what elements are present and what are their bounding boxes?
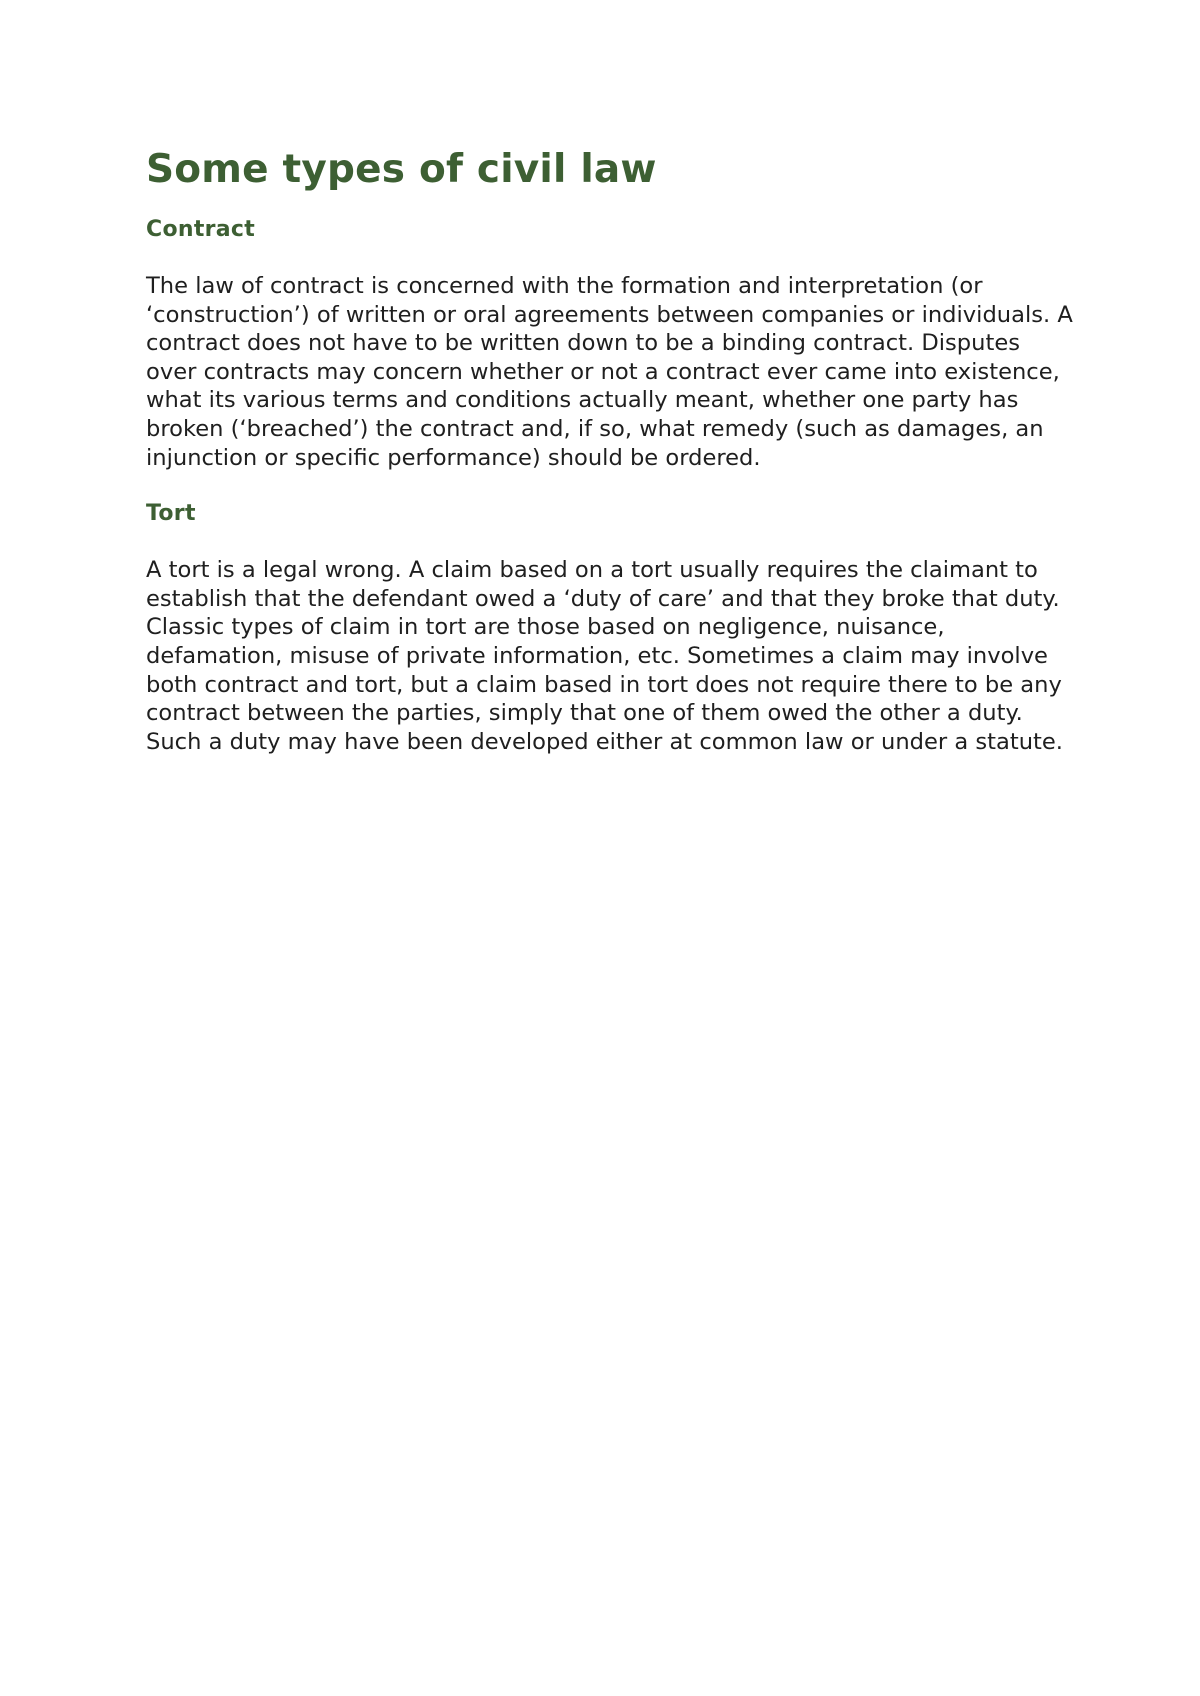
- section-body-contract: The law of contract is concerned with the formation and interpretation (or ‘construction’) of written or oral agreements between companies or individuals. A contract does not have to be written down to be a binding contract. Disputes over contracts may concern whether or not a contract ever came into existence, what its various terms and conditions actually meant, whether one party has broken (‘breached’) the contract and, if so, what remedy (such as damages, an injunction or specific performance) should be ordered.: [146, 273, 1073, 471]
- section-heading-tort: Tort: [146, 501, 196, 527]
- document-content: [146, 146, 1076, 756]
- section-heading-contract: Contract: [146, 217, 256, 242]
- document-title: Some types of civil law: [146, 147, 657, 192]
- section-body-tort: A tort is a legal wrong. A claim based on a tort usually requires the claimant to establish that the defendant owed a ‘duty of care’ and that they broke that duty. Classic types of claim in tort are those based on negligence, nuisance, defamation, misuse of private information, etc. Sometimes a claim may involve both contract and tort, but a claim based in tort does not require there to be any contract between the parties, simply that one of them owed the other a duty. Such a duty may have been developed either at common law or under a statute.: [146, 557, 1063, 755]
